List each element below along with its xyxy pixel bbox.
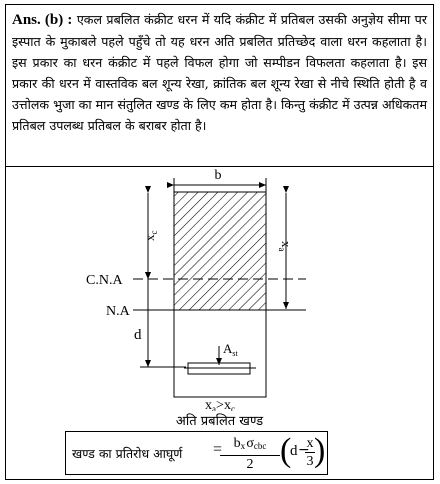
main-denominator: 2: [246, 457, 254, 472]
moment-formula-box: [65, 431, 328, 475]
depth-relation: $x_a>x_c$: [205, 398, 235, 411]
ast-label: $A_{st}$: [223, 341, 238, 358]
main-numerator: $b_x$ $\sigma_{cbc}$: [220, 435, 280, 456]
xa-label: $x_a$: [277, 241, 294, 252]
formula-minus: −: [298, 442, 310, 458]
paren-open: (: [280, 432, 292, 469]
compression-zone-hatched: [174, 192, 266, 310]
formula-equals: =: [213, 441, 223, 458]
figure-box: [6, 166, 433, 479]
beam-section-diagram: [6, 166, 433, 411]
xc-label: $x_c$: [142, 230, 159, 241]
inner-denominator: 3: [306, 454, 314, 469]
answer-text-box: [6, 5, 433, 167]
main-fraction: [220, 435, 280, 473]
formula-label: खण्ड का प्रतिरोध आघूर्ण: [72, 446, 183, 461]
formula-d: d: [290, 443, 298, 459]
d-label: d: [134, 327, 142, 343]
answer-frame: [5, 4, 434, 480]
answer-paragraph: [12, 9, 427, 136]
paren-close: ): [314, 432, 326, 469]
inner-numerator: x: [306, 436, 314, 451]
answer-label: Ans. (b) :: [12, 12, 73, 28]
answer-body: एकल प्रबलित कंक्रीट धरन में यदि कंक्रीट में प्रतिबल उसकी अनुज्ञेय सीमा पर इस्पात के मुकाबले पहले पहुँचे तो यह धरन अति प्रबलित प्रतिच्छेद वाला धरन कहलाता है। इस प्रकार का धरन कंक्रीट में पहले विफल होगा जो सम्पीडन विफलता कहलाता है। इस प्रकार की धरन में वास्तविक बल शून्य रेखा, क्रांतिक बल शून्य रेखा से नीचे स्थिति होती है व उत्तोलक भुजा का मान संतुलित खण्ड के लिए कम होता है। किन्तु कंक्रीट में उत्पन्न अधिकतम प्रतिबल उपलब्ध प्रतिबल के बराबर होता है।: [12, 12, 427, 133]
na-label: N.A: [106, 304, 130, 319]
figure-caption: अति प्रबलित खण्ड: [175, 414, 264, 429]
width-label: b: [214, 168, 222, 183]
cna-label: C.N.A: [86, 273, 123, 288]
